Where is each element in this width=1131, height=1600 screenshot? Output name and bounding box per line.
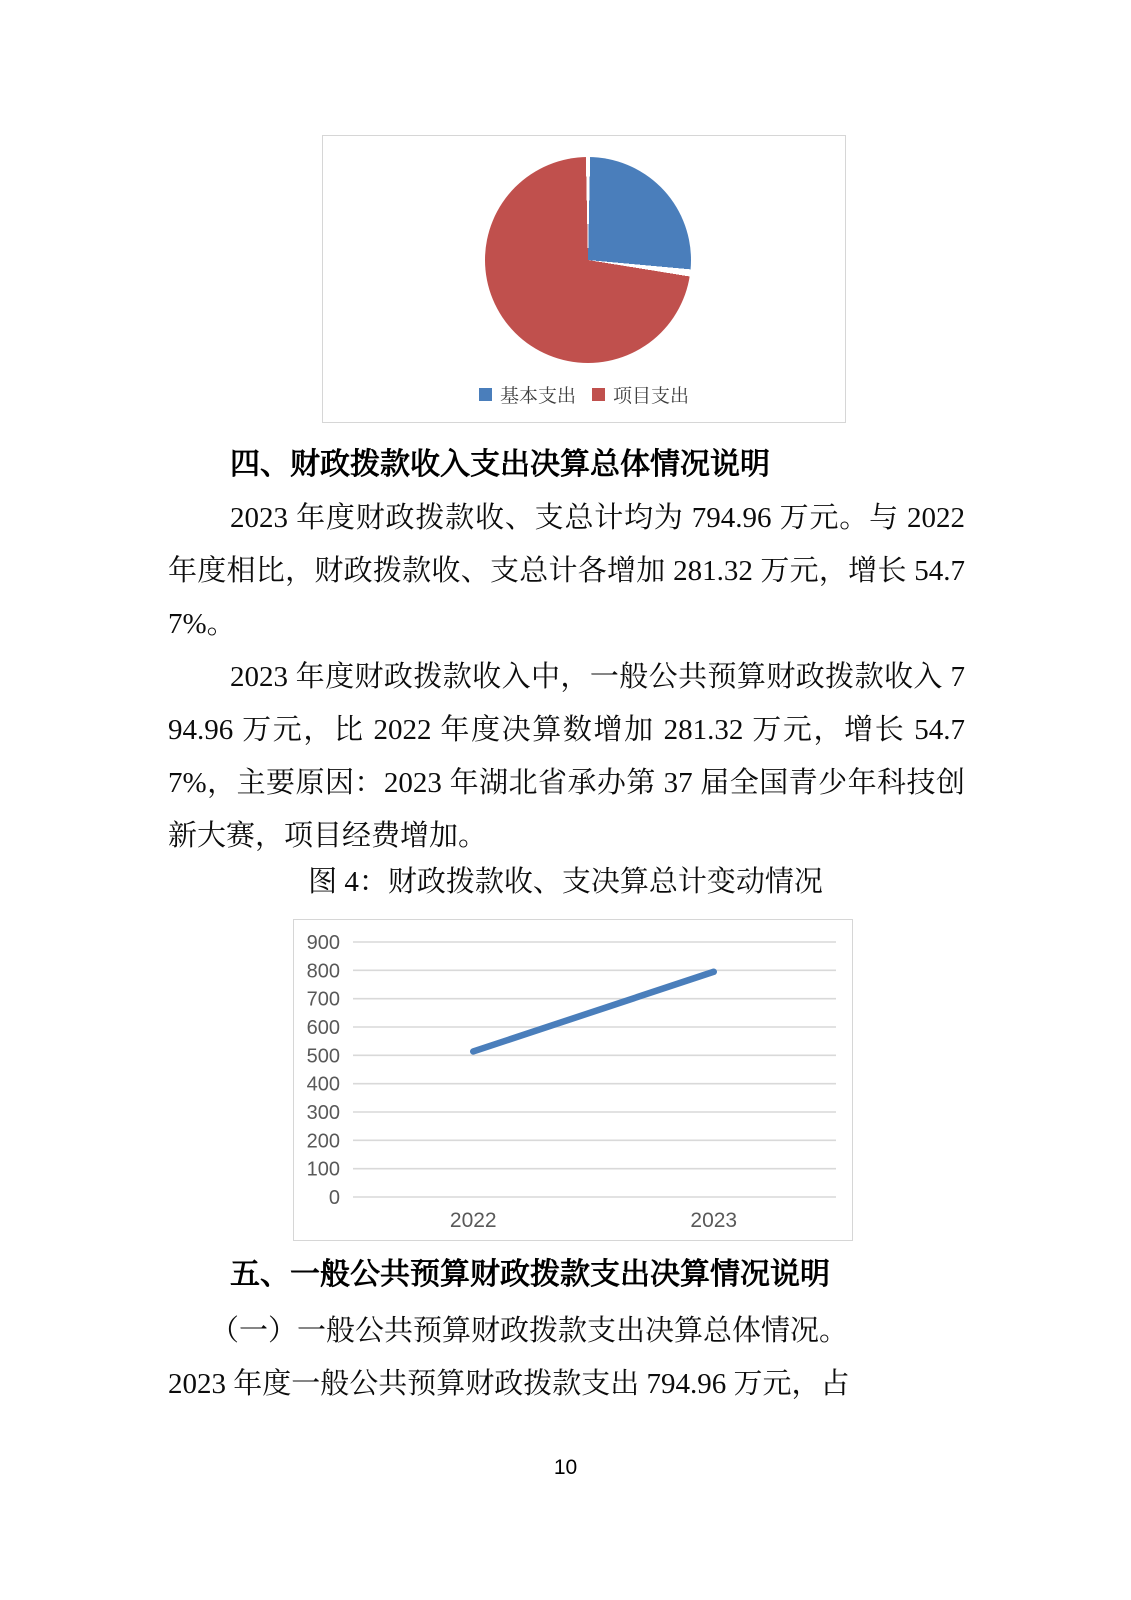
x-axis-tick-label: 2023: [690, 1209, 738, 1232]
y-axis-tick-label: 900: [306, 932, 340, 954]
x-axis-tick-label: 2022: [449, 1209, 497, 1232]
y-axis-tick-label: 200: [306, 1130, 340, 1153]
pie-chart-graphic: [485, 157, 691, 363]
y-axis-tick-label: 800: [306, 960, 340, 983]
y-axis-tick-label: 400: [306, 1073, 340, 1096]
line-chart-panel: [293, 919, 853, 1241]
legend-swatch-icon: [479, 388, 492, 401]
figure-4-caption: 图 4：财政拨款收、支决算总计变动情况: [308, 866, 823, 898]
sub-heading-5-1: （一）一般公共预算财政拨款支出决算总体情况。: [210, 1315, 849, 1347]
pie-chart-legend: [323, 381, 845, 408]
data-line-series: [473, 972, 714, 1052]
page-number: 10: [553, 1456, 578, 1479]
paragraph-fiscal-income: 2023 年度财政拨款收入中，一般公共预算财政拨款收入 794.96 万元，比 2022 年度决算数增加 281.32 万元，增长 54.77%，主要原因：2023 年湖北省承办第 37 届全国青少年科技创新大赛，项目经费增加。: [168, 661, 965, 852]
section-heading-4: 四、财政拨款收入支出决算总体情况说明: [230, 448, 770, 481]
y-axis-tick-label: 600: [306, 1017, 340, 1039]
pie-chart-panel: [322, 135, 846, 423]
section-heading-5: 五、一般公共预算财政拨款支出决算情况说明: [230, 1258, 830, 1291]
y-axis-tick-label: 700: [306, 988, 340, 1011]
legend-item: [592, 381, 689, 408]
y-axis-tick-label: 0: [328, 1187, 340, 1209]
y-axis-tick-label: 500: [306, 1045, 340, 1068]
legend-item: [479, 381, 576, 408]
line-chart-graphic: [294, 920, 852, 1240]
paragraph-fiscal-total: 2023 年度财政拨款收、支总计均为 794.96 万元。与 2022 年度相比，财政拨款收、支总计各增加 281.32 万元，增长 54.77%。: [168, 502, 965, 640]
y-axis-tick-label: 300: [306, 1102, 340, 1124]
legend-label: 基本支出: [499, 386, 576, 407]
legend-label: 项目支出: [613, 386, 690, 407]
y-axis-tick-label: 100: [306, 1158, 340, 1181]
legend-swatch-icon: [592, 388, 605, 401]
paragraph-expenditure-total: 2023 年度一般公共预算财政拨款支出 794.96 万元，占: [168, 1368, 850, 1400]
